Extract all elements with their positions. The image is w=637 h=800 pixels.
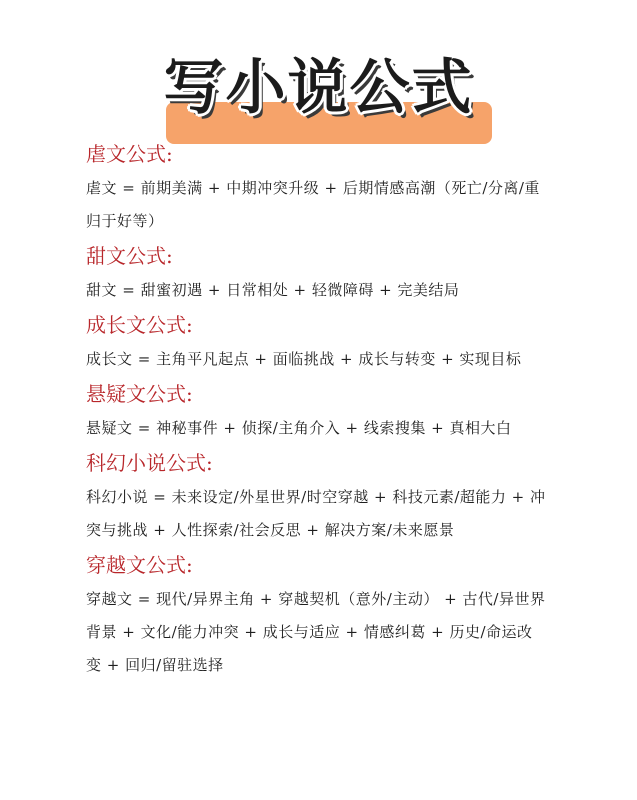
section-heading: 穿越文公式: (86, 553, 193, 577)
section-nuewen (86, 140, 546, 238)
section-heading: 甜文公式: (86, 244, 173, 268)
section-body: 甜文 = 甜蜜初遇 + 日常相处 + 轻微障碍 + 完美结局 (86, 281, 460, 299)
section-heading: 科幻小说公式: (86, 451, 213, 475)
title-area (0, 53, 637, 123)
title-box (152, 53, 486, 123)
section-heading: 悬疑文公式: (86, 382, 193, 406)
section-body: 科幻小说 = 未来设定/外星世界/时空穿越 + 科技元素/超能力 + 冲突与挑战 + 人性探索/社会反思 + 解决方案/未来愿景 (86, 488, 546, 539)
section-body: 成长文 = 主角平凡起点 + 面临挑战 + 成长与转变 + 实现目标 (86, 350, 522, 368)
section-heading: 成长文公式: (86, 313, 193, 337)
formula-list (86, 140, 546, 686)
section-heading: 虐文公式: (86, 142, 173, 166)
page-title: 写小说公式 (163, 53, 474, 123)
section-body: 虐文 = 前期美满 + 中期冲突升级 + 后期情感高潮（死亡/分离/重归于好等） (86, 179, 540, 230)
section-xuanyi (86, 380, 546, 445)
section-body: 悬疑文 = 神秘事件 + 侦探/主角介入 + 线索搜集 + 真相大白 (86, 419, 512, 437)
section-chuanyue (86, 551, 546, 682)
section-body: 穿越文 = 现代/异界主角 + 穿越契机（意外/主动） + 古代/异世界背景 + 文化/能力冲突 + 成长与适应 + 情感纠葛 + 历史/命运改变 + 回归/留驻选择 (86, 590, 546, 674)
section-tianwen (86, 242, 546, 307)
section-chengzhang (86, 311, 546, 376)
section-kehuan (86, 449, 546, 547)
